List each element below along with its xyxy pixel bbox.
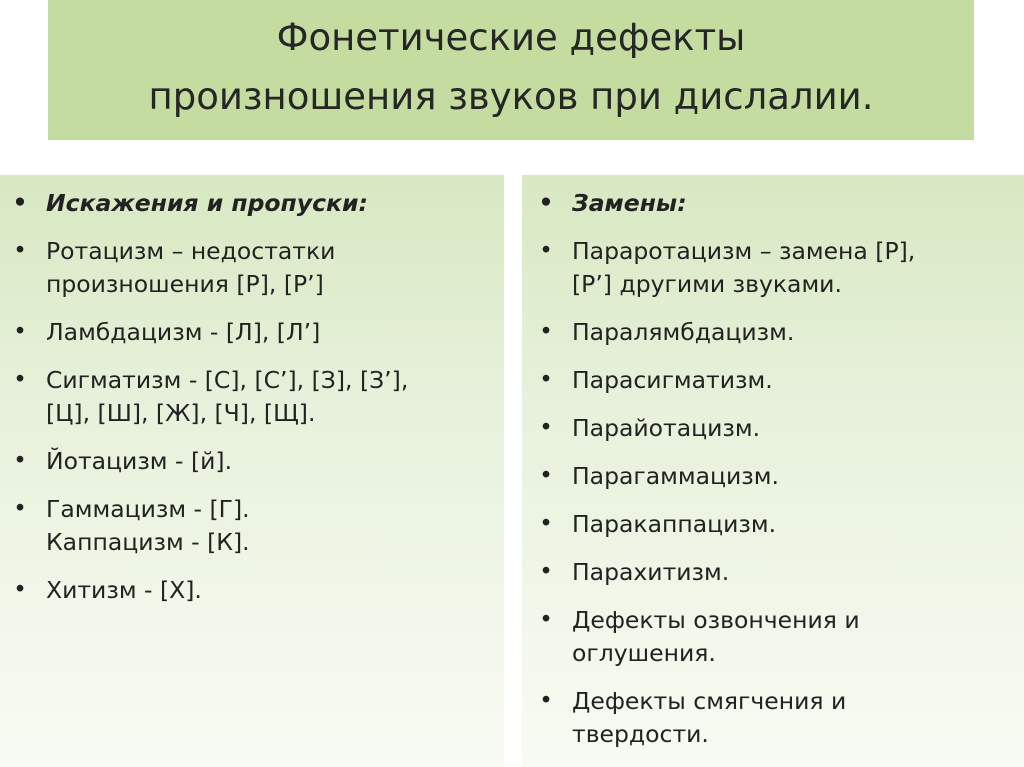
list-item-text: Сигматизм - [С], [С’], [З], [З’], <box>46 366 409 394</box>
list-item-text: Парахитизм. <box>572 558 730 586</box>
list-item <box>534 604 1024 670</box>
list-item <box>534 412 1024 445</box>
list-item <box>534 556 1024 589</box>
list-item <box>8 316 504 349</box>
left-panel <box>0 175 504 767</box>
list-item-text: Гаммацизм - [Г]. <box>46 495 250 523</box>
list-item <box>8 235 504 301</box>
list-item-text: Каппацизм - [К]. <box>46 528 250 556</box>
bullet-icon: • <box>539 688 553 714</box>
list-item-text: [Ц], [Ш], [Ж], [Ч], [Щ]. <box>46 399 316 427</box>
right-heading-text: Замены: <box>572 189 687 217</box>
right-panel <box>522 175 1024 767</box>
bullet-icon: • <box>13 319 27 345</box>
list-item <box>534 316 1024 349</box>
bullet-icon: • <box>539 238 553 264</box>
bullet-icon: • <box>13 367 27 393</box>
list-item-text: [Р’] другими звуками. <box>572 270 842 298</box>
list-item-text: твердости. <box>572 720 709 748</box>
list-item-text: Параротацизм – замена [Р], <box>572 237 916 265</box>
list-item <box>8 574 504 607</box>
list-item <box>534 235 1024 301</box>
bullet-icon: • <box>539 559 553 585</box>
right-list <box>534 187 1024 751</box>
list-item <box>8 364 504 430</box>
bullet-icon: • <box>539 511 553 537</box>
bullet-icon: • <box>539 607 553 633</box>
list-item-text: Дефекты озвончения и <box>572 606 860 634</box>
list-item-text: Парагаммацизм. <box>572 462 779 490</box>
slide-title <box>66 8 956 126</box>
list-item-text: Парайотацизм. <box>572 414 761 442</box>
right-list-heading <box>534 187 1024 220</box>
bullet-icon: • <box>539 415 553 441</box>
left-heading-text: Искажения и пропуски: <box>46 189 368 217</box>
list-item-text: Ротацизм – недостатки <box>46 237 336 265</box>
list-item <box>534 364 1024 397</box>
slide-title-line-2: произношения звуков при дислалии. <box>148 75 874 118</box>
bullet-icon: • <box>539 319 553 345</box>
list-item-text: Ламбдацизм - [Л], [Л’] <box>46 318 321 346</box>
bullet-icon: • <box>538 190 554 216</box>
list-item <box>8 445 504 478</box>
list-item <box>8 493 504 559</box>
left-list <box>8 187 504 607</box>
title-box <box>48 0 974 140</box>
list-item <box>534 508 1024 541</box>
left-list-heading <box>8 187 504 220</box>
bullet-icon: • <box>539 367 553 393</box>
list-item-text: произношения [Р], [Р’] <box>46 270 324 298</box>
list-item-text: Йотацизм - [й]. <box>46 447 233 475</box>
bullet-icon: • <box>539 463 553 489</box>
list-item-text: Паралямбдацизм. <box>572 318 795 346</box>
bullet-icon: • <box>13 496 27 522</box>
list-item-text: оглушения. <box>572 639 716 667</box>
list-item-text: Парасигматизм. <box>572 366 773 394</box>
list-item-text: Дефекты смягчения и <box>572 687 847 715</box>
list-item-text: Хитизм - [Х]. <box>46 576 202 604</box>
bullet-icon: • <box>12 190 28 216</box>
bullet-icon: • <box>13 238 27 264</box>
bullet-icon: • <box>13 577 27 603</box>
list-item <box>534 685 1024 751</box>
slide-title-line-1: Фонетические дефекты <box>276 16 746 59</box>
list-item <box>534 460 1024 493</box>
list-item-text: Паракаппацизм. <box>572 510 777 538</box>
bullet-icon: • <box>13 448 27 474</box>
